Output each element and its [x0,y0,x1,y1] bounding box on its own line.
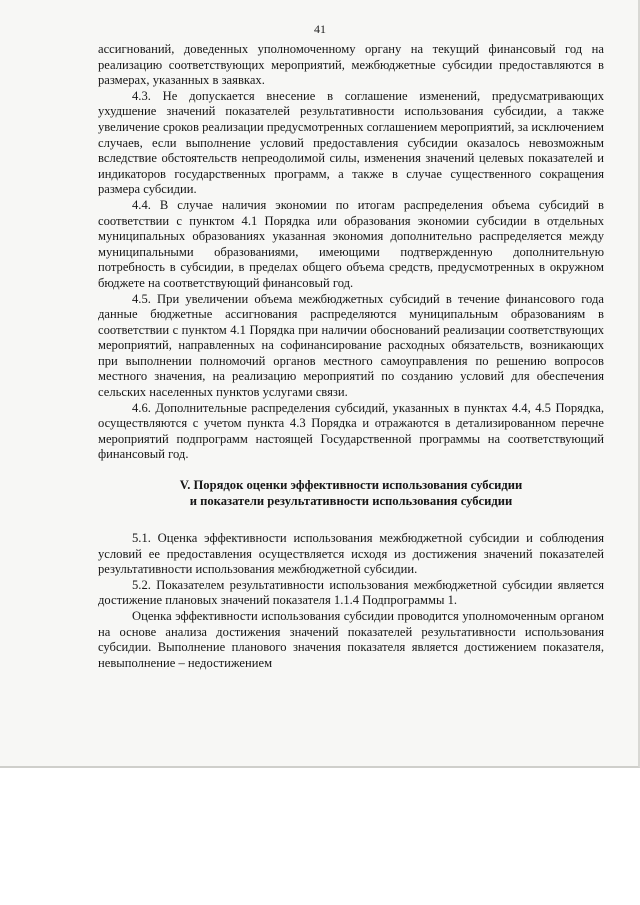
document-body [98,42,604,671]
page-number: 41 [314,22,326,36]
paragraph-5-1: 5.1. Оценка эффективности использования межбюджетной субсидии и соблюдения условий ее предоставления осуществляется исходя из достижения значений показателей результативности использования межбюджетной субсидии. [98,531,604,577]
section-heading [98,477,604,509]
paragraph-4-5: 4.5. При увеличении объема межбюджетных субсидий в течение финансового года данные бюджетные ассигнования распределяются муниципальным образованиям в соответствии с пунктом 4.1 Порядка при наличии обоснований реализации соответствующих мероприятий, направленных на софинансирование расходных обязательств, возникающих при выполнении полномочий органов местного самоуправления по решению вопросов местного значения, на реализацию мероприятий по созданию условий для обеспечения сельских населенных пунктов услугами связи. [98,291,604,400]
paragraph-4-4: 4.4. В случае наличия экономии по итогам распределения объема субсидий в соответствии с пунктом 4.1 Порядка или образования экономии субсидии в отдельных муниципальных образованиях указанная экономия дополнительно распределяется между муниципальными образованиями, имеющими подтвержденную дополнительную потребность в субсидии, в пределах общего объема средств, предусмотренных в окружном бюджете на соответствующий финансовый год. [98,197,604,290]
paragraph-4-6: 4.6. Дополнительные распределения субсидий, указанных в пунктах 4.4, 4.5 Порядка, осуществляются с учетом пункта 4.3 Порядка и отражаются в детализированном перечне мероприятий подпрограмм настоящей Государственной программы на соответствующий финансовый год. [98,400,604,462]
paragraph-continuation: ассигнований, доведенных уполномоченному органу на текущий финансовый год на реализацию соответствующих мероприятий, межбюджетные субсидии предоставляются в размерах, указанных в заявках. [98,42,604,88]
paragraph-assessment: Оценка эффективности использования субсидии проводится уполномоченным органом на основе анализа достижения значений показателей результативности использования субсидии. Выполнение планового значения показателя является достижением показателя, невыполнение – недостижением [98,609,604,670]
section-heading-line-1: V. Порядок оценки эффективности использования субсидии [179,478,523,493]
section-heading-line-2: и показатели результативности использования субсидии [189,494,513,509]
paragraph-4-3: 4.3. Не допускается внесение в соглашение изменений, предусматривающих ухудшение значений показателей результативности использования субсидии, а также увеличение сроков реализации предусмотренных соглашением мероприятий, за исключением случаев, если выполнение условий предоставления субсидии оказалось невозможным вследствие обстоятельств непреодолимой силы, изменения значений целевых показателей и индикаторов государственных программ, а также в случае существенного сокращения размера субсидии. [98,88,604,197]
paragraph-5-2: 5.2. Показателем результативности использования межбюджетной субсидии является достижение плановых значений показателя 1.1.4 Подпрограммы 1. [98,577,604,608]
